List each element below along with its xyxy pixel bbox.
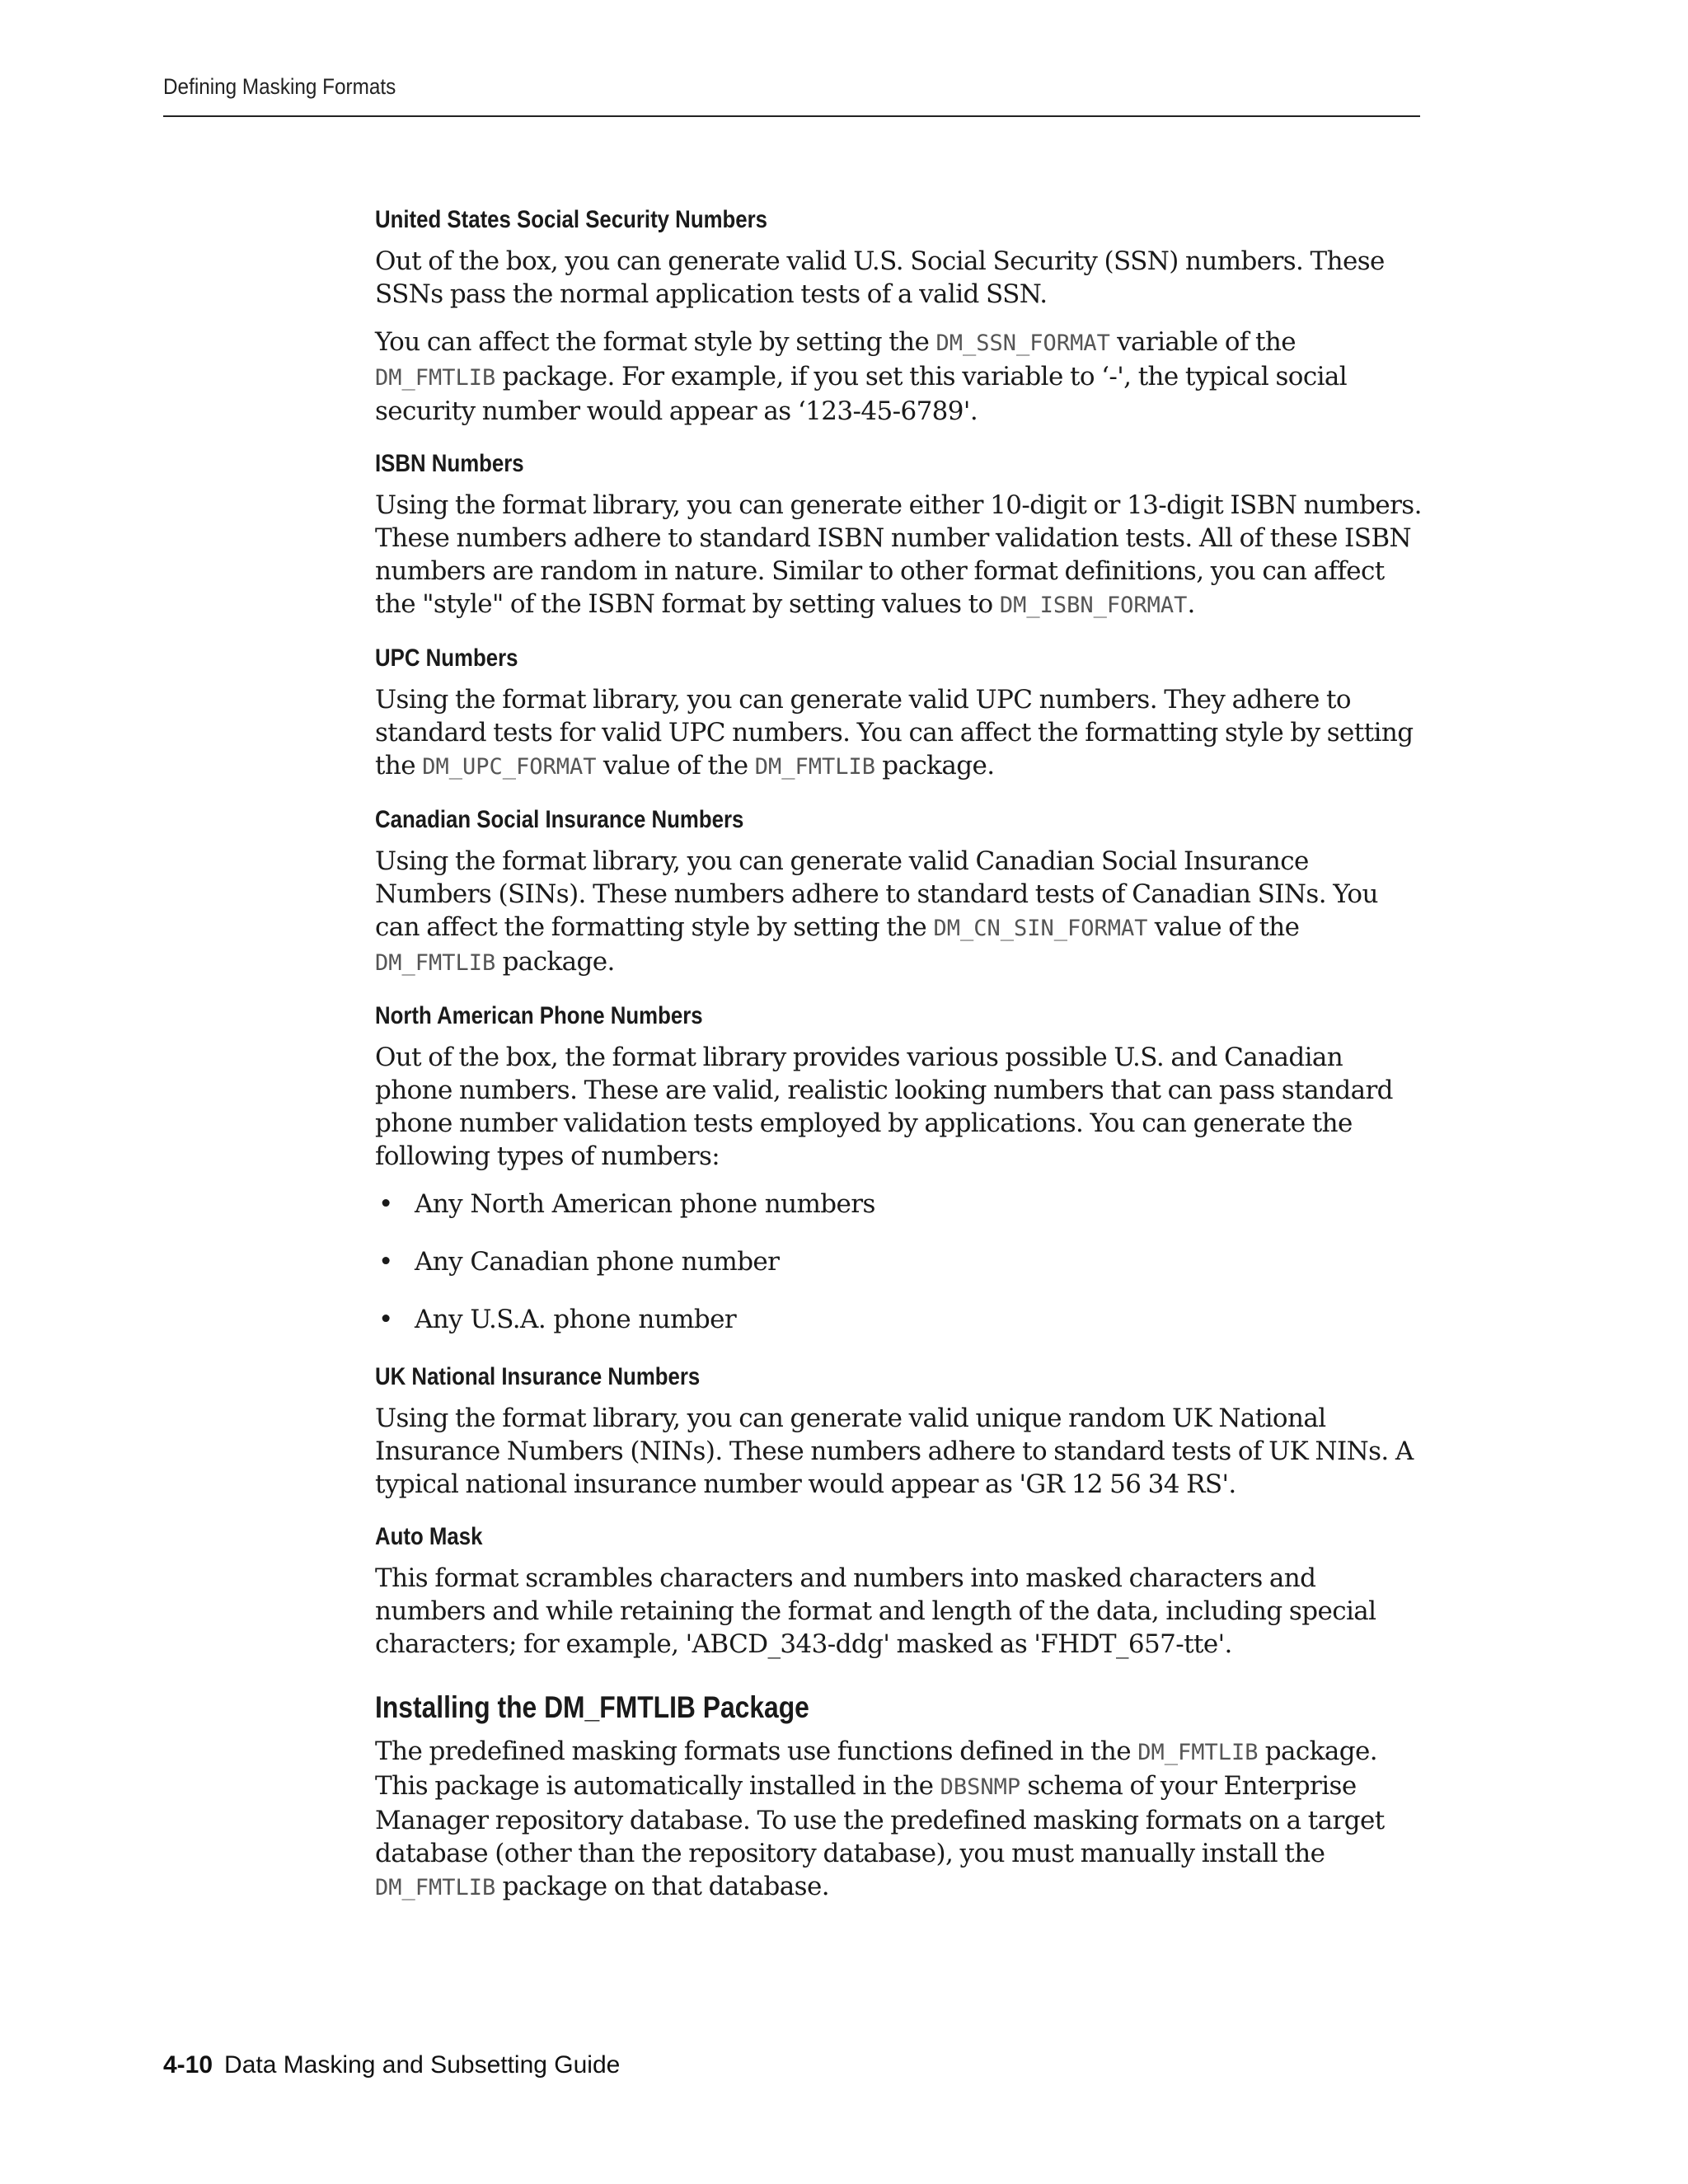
- text-run: package on that database.: [495, 1872, 829, 1901]
- section-heading: UPC Numbers: [375, 644, 518, 672]
- paragraph: Out of the box, you can generate valid U.S. Social Security (SSN) numbers. These SSNs pass the normal application tests of a valid SSN.: [375, 246, 1385, 309]
- code-term: DM_UPC_FORMAT: [422, 754, 597, 780]
- bullet-icon: •: [378, 1189, 393, 1219]
- section-install: [375, 1689, 1422, 1905]
- text-run: .: [1187, 589, 1195, 619]
- text-run: package. For example, if you set this variable to ‘-', the typical social security number would appear as ‘123-45-6789'.: [375, 362, 1348, 426]
- paragraph: Out of the box, the format library provides various possible U.S. and Canadian phone numbers. These are valid, realistic looking numbers that can pass standard phone number validation tests employed by applications. You can generate the following types of numbers:: [375, 1043, 1393, 1171]
- section-upc: [375, 642, 1422, 784]
- paragraph: [375, 845, 1422, 980]
- section-heading: Installing the DM_FMTLIB Package: [375, 1690, 809, 1724]
- list-item-text: Any U.S.A. phone number: [415, 1305, 737, 1334]
- text-run: The predefined masking formats use functions defined in the: [375, 1736, 1138, 1766]
- list-item-text: Any North American phone numbers: [415, 1189, 875, 1219]
- list-item-text: Any Canadian phone number: [415, 1247, 780, 1277]
- section-heading: ISBN Numbers: [375, 450, 524, 477]
- page-content: [375, 204, 1422, 1919]
- list-item: [375, 1245, 1422, 1278]
- code-term: DM_CN_SIN_FORMAT: [933, 916, 1148, 941]
- section-ssn: [375, 204, 1422, 428]
- page-footer: [163, 2051, 620, 2079]
- header-rule: [163, 115, 1420, 117]
- paragraph: Using the format library, you can generate valid unique random UK National Insurance Numbers (NINs). These numbers adhere to standard tests of UK NINs. A typical national insurance number would appear as 'GR 12 56 34 RS'.: [375, 1404, 1414, 1499]
- paragraph: [375, 326, 1422, 428]
- section-phone: [375, 1000, 1422, 1336]
- section-automask: [375, 1521, 1422, 1661]
- page-number: 4-10: [163, 2051, 213, 2079]
- code-term: DM_FMTLIB: [1137, 1740, 1259, 1765]
- text-run: package.: [495, 947, 615, 977]
- bullet-icon: •: [378, 1247, 393, 1277]
- text-run: variable of the: [1109, 327, 1296, 357]
- text-run: package. This package is automatically installed in the: [375, 1736, 1377, 1801]
- section-heading: Auto Mask: [375, 1523, 483, 1550]
- section-heading: Canadian Social Insurance Numbers: [375, 806, 744, 833]
- paragraph: [375, 489, 1422, 622]
- code-term: DM_SSN_FORMAT: [935, 330, 1110, 356]
- section-nin: [375, 1361, 1422, 1501]
- text-run: Using the format library, you can generate either 10-digit or 13-digit ISBN numbers. These numbers adhere to standard ISBN number validation tests. All of these ISBN numbers are random in nature. Similar to other format definitions, you can affect the "style" of the ISBN format by setting values to: [375, 490, 1422, 619]
- paragraph: [375, 1735, 1422, 1905]
- text-run: package.: [875, 751, 995, 780]
- book-title: Data Masking and Subsetting Guide: [224, 2051, 621, 2079]
- bullet-list: [375, 1188, 1422, 1336]
- bullet-icon: •: [378, 1305, 393, 1334]
- section-heading: North American Phone Numbers: [375, 1002, 703, 1029]
- text-run: value of the: [1147, 912, 1300, 942]
- code-term: DBSNMP: [940, 1774, 1021, 1800]
- code-term: DM_FMTLIB: [754, 754, 876, 780]
- code-term: DM_FMTLIB: [375, 1875, 496, 1900]
- text-run: schema of your Enterprise Manager repository database. To use the predefined masking formats on a target database (other than the repository database), you must manually install the: [375, 1771, 1385, 1868]
- text-run: Using the format library, you can generate valid Canadian Social Insurance Numbers (SINs). These numbers adhere to standard tests of Canadian SINs. You can affect the formatting style by setting the: [375, 846, 1378, 942]
- section-heading: UK National Insurance Numbers: [375, 1363, 701, 1390]
- code-term: DM_ISBN_FORMAT: [999, 593, 1188, 618]
- paragraph: This format scrambles characters and numbers into masked characters and numbers and while retaining the format and length of the data, including special characters; for example, 'ABCD_343-ddg' masked as 'FHDT_657-tte'.: [375, 1563, 1376, 1659]
- text-run: value of the: [596, 751, 755, 780]
- section-heading: United States Social Security Numbers: [375, 206, 768, 233]
- code-term: DM_FMTLIB: [375, 365, 496, 391]
- section-sin: [375, 804, 1422, 980]
- running-header: Defining Masking Formats: [163, 74, 396, 99]
- code-term: DM_FMTLIB: [375, 950, 496, 976]
- paragraph: [375, 683, 1422, 784]
- list-item: [375, 1303, 1422, 1336]
- text-run: You can affect the format style by setting the: [375, 327, 936, 357]
- section-isbn: [375, 448, 1422, 622]
- list-item: [375, 1188, 1422, 1221]
- text-run: Using the format library, you can generate valid UPC numbers. They adhere to standard tests for valid UPC numbers. You can affect the formatting style by setting the: [375, 685, 1414, 780]
